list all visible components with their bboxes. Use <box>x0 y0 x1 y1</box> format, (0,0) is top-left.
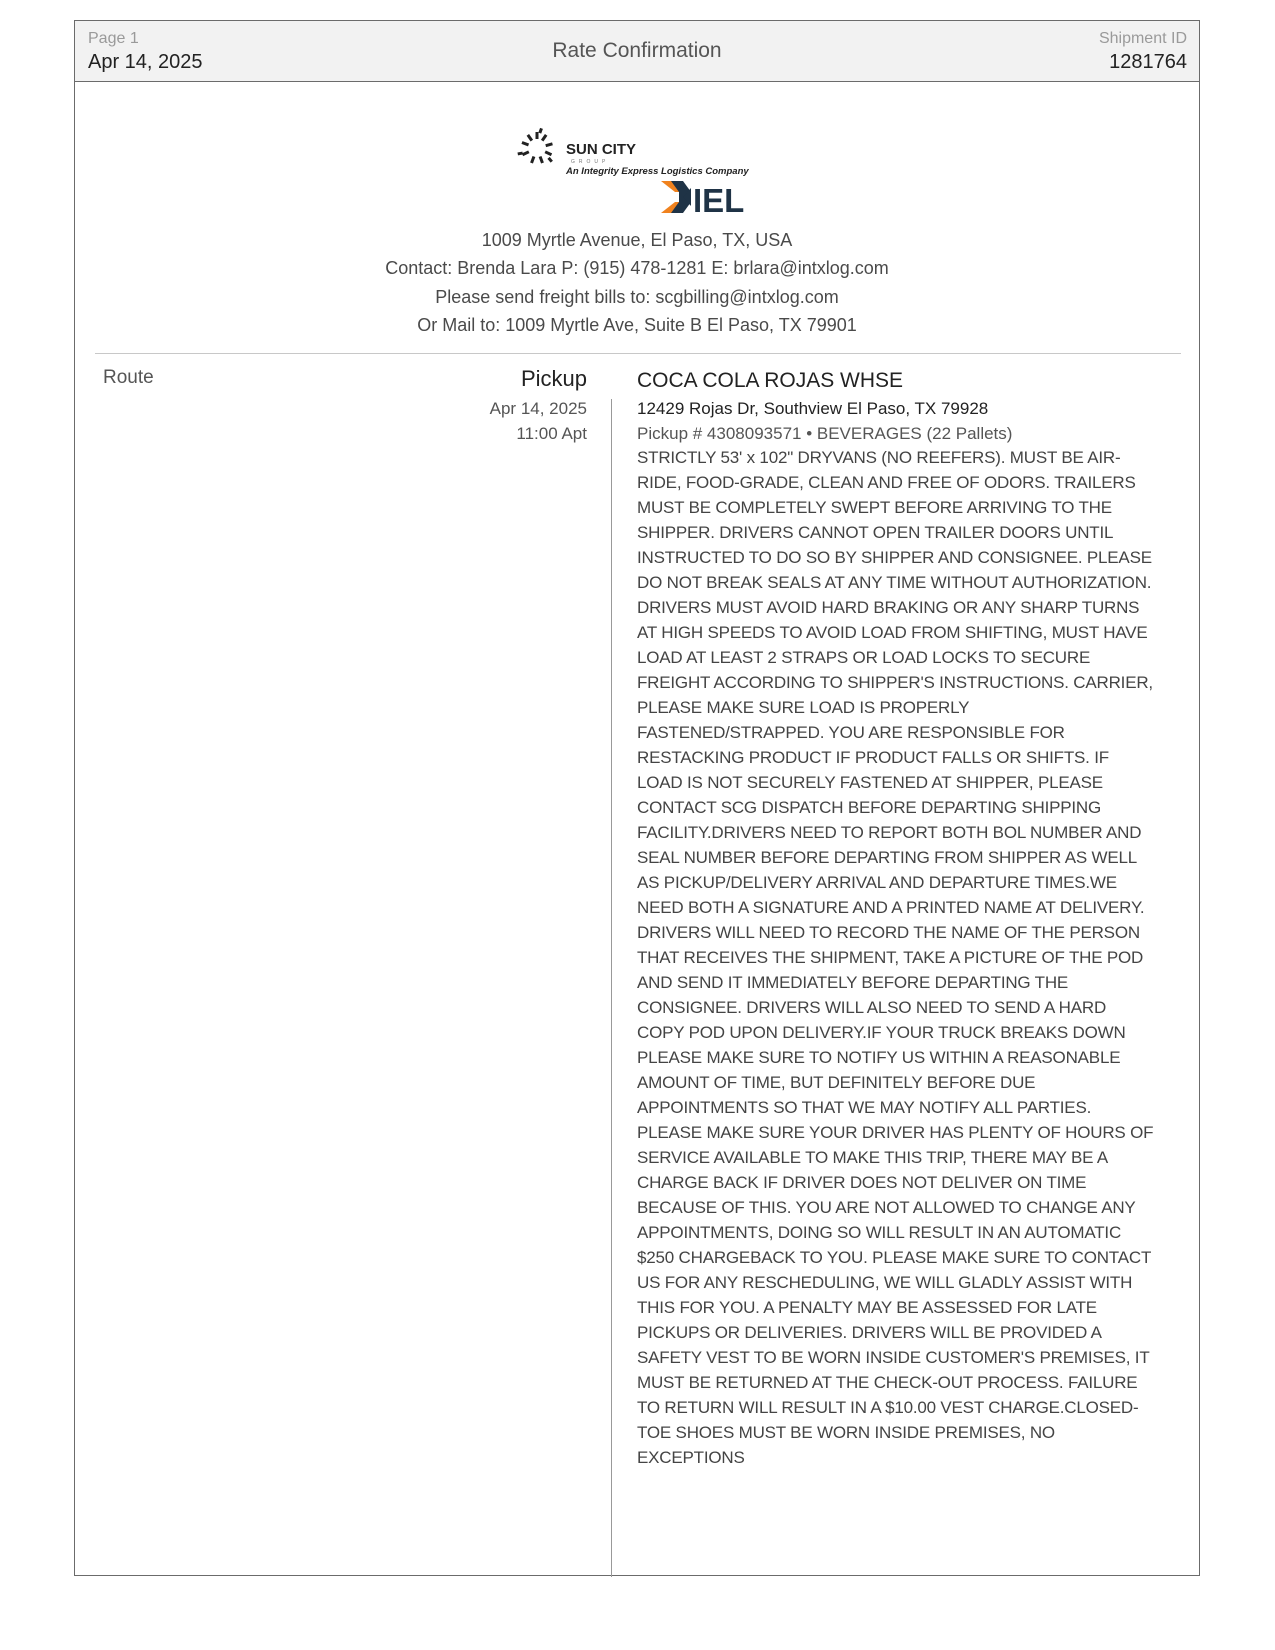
logo-group-text: GROUP <box>571 159 610 165</box>
company-logo <box>515 126 775 241</box>
stop-type: Pickup <box>520 366 587 391</box>
stop-time: 11:00 Apt <box>516 424 587 443</box>
company-contact-block <box>75 226 1199 339</box>
section-divider <box>95 353 1181 354</box>
logo-name-text: SUN CITY <box>566 141 637 158</box>
stop-reference: Pickup # 4308093571 • BEVERAGES (22 Pallets) <box>637 424 1013 443</box>
logo-iel-text: IEL <box>693 182 745 219</box>
route-label: Route <box>103 367 154 388</box>
stop-instructions: STRICTLY 53' x 102" DRYVANS (NO REEFERS). MUST BE AIR-RIDE, FOOD-GRADE, CLEAN AND FREE OF ODORS. TRAILERS MUST BE COMPLETELY SWEPT BEFORE ARRIVING TO THE SHIPPER. DRIVERS CANNOT OPEN TRAILER DOORS UNTIL INSTRUCTED TO DO SO BY SHIPPER AND CONSIGNEE. PLEASE DO NOT BREAK SEALS AT ANY TIME WITHOUT AUTHORIZATION. DRIVERS MUST AVOID HARD BRAKING OR ANY SHARP TURNS AT HIGH SPEEDS TO AVOID LOAD FROM SHIFTING, MUST HAVE LOAD AT LEAST 2 STRAPS OR LOAD LOCKS TO SECURE FREIGHT ACCORDING TO SHIPPER'S INSTRUCTIONS. CARRIER, PLEASE MAKE SURE LOAD IS PROPERLY FASTENED/STRAPPED. YOU ARE RESPONSIBLE FOR RESTACKING PRODUCT IF PRODUCT FALLS OR SHIFTS. IF LOAD IS NOT SECURELY FASTENED AT SHIPPER, PLEASE CONTACT SCG DISPATCH BEFORE DEPARTING SHIPPING FACILITY.DRIVERS NEED TO REPORT BOTH BOL NUMBER AND SEAL NUMBER BEFORE DEPARTING FROM SHIPPER AS WELL AS PICKUP/DELIVERY ARRIVAL AND DEPARTURE TIMES.WE NEED BOTH A SIGNATURE AND A PRINTED NAME AT DELIVERY. DRIVERS WILL NEED TO RECORD THE NAME OF THE PERSON THAT RECEIVES THE SHIPMENT, TAKE A PICTURE OF THE POD AND SEND IT IMMEDIATELY BEFORE DEPARTING THE CONSIGNEE. DRIVERS WILL ALSO NEED TO SEND A HARD COPY POD UPON DELIVERY.IF YOUR TRUCK BREAKS DOWN PLEASE MAKE SURE TO NOTIFY US WITHIN A REASONABLE AMOUNT OF TIME, BUT DEFINITELY BEFORE DUE APPOINTMENTS SO THAT WE MAY NOTIFY ALL PARTIES. PLEASE MAKE SURE YOUR DRIVER HAS PLENTY OF HOURS OF SERVICE AVAILABLE TO MAKE THIS TRIP, THERE MAY BE A CHARGE BACK IF DRIVER DOES NOT DELIVER ON TIME BECAUSE OF THIS. YOU ARE NOT ALLOWED TO CHANGE ANY APPOINTMENTS, DOING SO WILL RESULT IN AN AUTOMATIC $250 CHARGEBACK TO YOU. PLEASE MAKE SURE TO CONTACT US FOR ANY RESCHEDULING, WE WILL GLADLY ASSIST WITH THIS FOR YOU. A PENALTY MAY BE ASSESSED FOR LATE PICKUPS OR DELIVERIES. DRIVERS WILL BE PROVIDED A SAFETY VEST TO BE WORN INSIDE CUSTOMER'S PREMISES, IT MUST BE RETURNED AT THE CHECK-OUT PROCESS. FAILURE TO RETURN WILL RESULT IN A $10.00 VEST CHARGE.CLOSED-TOE SHOES MUST BE WORN INSIDE PREMISES, NO EXCEPTIONS <box>637 448 1154 1467</box>
company-contact: Contact: Brenda Lara P: (915) 478-1281 E: brlara@intxlog.com <box>385 258 889 279</box>
stop-date: Apr 14, 2025 <box>489 399 587 418</box>
mail-instructions: Or Mail to: 1009 Myrtle Ave, Suite B El Paso, TX 79901 <box>417 314 857 335</box>
iel-mark-icon <box>661 181 691 213</box>
stop-address: 12429 Rojas Dr, Southview El Paso, TX 79928 <box>637 399 989 418</box>
sunburst-icon <box>517 128 552 164</box>
logo-tagline-text: An Integrity Express Logistics Company <box>566 166 749 177</box>
page-number-label: Page 1 <box>88 30 139 47</box>
rate-confirmation-page <box>74 20 1200 1576</box>
billing-instructions: Please send freight bills to: scgbilling@intxlog.com <box>435 286 839 307</box>
route-timeline-line <box>611 399 612 1577</box>
shipment-id-label: Shipment ID <box>1098 30 1187 47</box>
document-title: Rate Confirmation <box>552 39 722 62</box>
stop-facility-name: COCA COLA ROJAS WHSE <box>637 369 904 392</box>
shipment-id-value: 1281764 <box>1109 51 1187 73</box>
company-address: 1009 Myrtle Avenue, El Paso, TX, USA <box>481 230 793 250</box>
page-header <box>75 21 1199 82</box>
header-date: Apr 14, 2025 <box>88 51 203 73</box>
